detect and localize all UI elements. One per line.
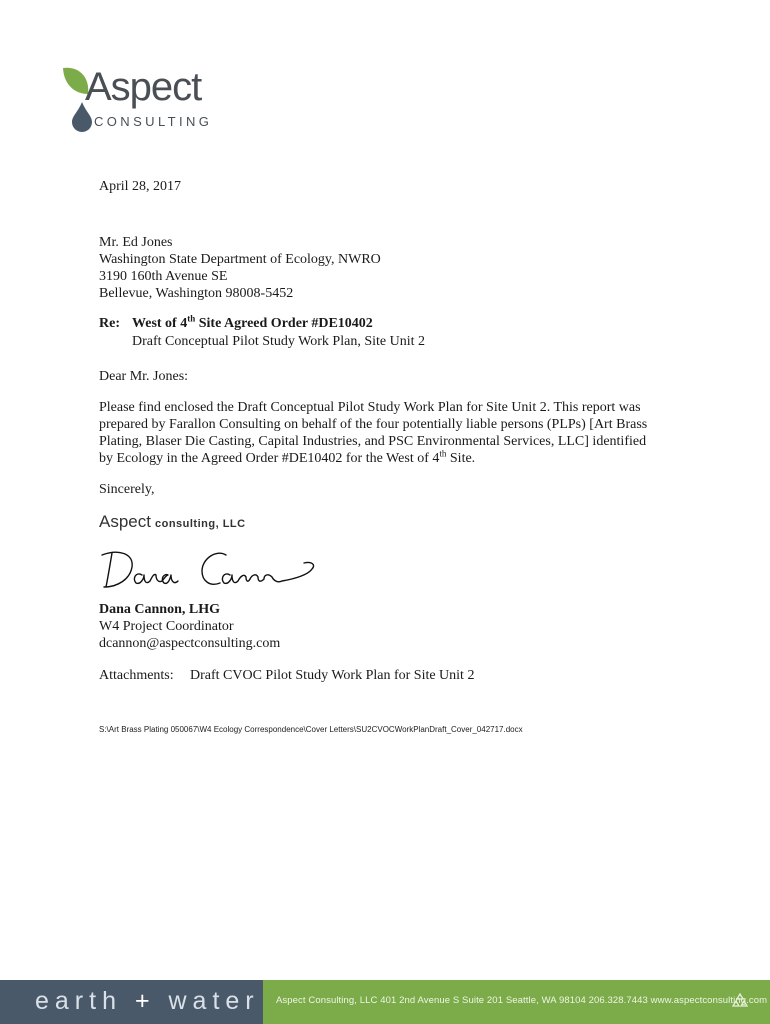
tagline-water: water <box>168 987 260 1015</box>
footer-contact-panel <box>263 980 770 1024</box>
letter-date: April 28, 2017 <box>99 179 182 194</box>
tagline-earth: earth <box>35 987 122 1015</box>
footer-tagline-panel <box>0 980 263 1024</box>
attachments-item: Draft CVOC Pilot Study Work Plan for Site Unit 2 <box>190 668 475 683</box>
body-line: Plating, Blaser Die Casting, Capital Industries, and PSC Environmental Services, LLC] identified <box>99 434 647 449</box>
salutation: Dear Mr. Jones: <box>99 369 189 384</box>
logo-subtitle: CONSULTING <box>94 114 213 129</box>
recipient-street: 3190 160th Avenue SE <box>99 269 228 284</box>
signer-email[interactable]: dcannon@aspectconsulting.com <box>99 636 281 651</box>
firm-suffix: consulting, LLC <box>154 518 246 530</box>
body-line4-prefix: by Ecology in the Agreed Order #DE10402 for the West of 4 <box>99 451 440 466</box>
re-subject <box>132 315 373 332</box>
file-path: S:\Art Brass Plating 050067\W4 Ecology Correspondence\Cover Letters\SU2CVOCWorkPlanDraft_Cover_042717.docx <box>99 725 523 734</box>
page-footer <box>0 980 770 1024</box>
recycle-icon <box>730 992 750 1012</box>
recipient-city: Bellevue, Washington 98008-5452 <box>99 286 294 301</box>
company-logo <box>60 64 230 134</box>
re-subtitle: Draft Conceptual Pilot Study Work Plan, Site Unit 2 <box>132 334 425 349</box>
footer-contact-info: Aspect Consulting, LLC 401 2nd Avenue S Suite 201 Seattle, WA 98104 206.328.7443 www.aspectconsulting.com <box>276 995 768 1006</box>
attachments-label: Attachments: <box>99 668 174 683</box>
closing: Sincerely, <box>99 482 155 497</box>
handwritten-signature <box>98 545 328 595</box>
signer-block <box>99 601 280 652</box>
re-label: Re: <box>99 316 120 331</box>
firm-name: Aspect <box>99 512 151 531</box>
attachments <box>99 667 474 684</box>
body-line4-sup: th <box>439 448 447 459</box>
re-subject-sup: th <box>187 313 196 324</box>
body-line: Please find enclosed the Draft Conceptual Pilot Study Work Plan for Site Unit 2. This report was <box>99 400 641 415</box>
tagline-plus: + <box>134 987 156 1015</box>
re-subject-suffix: Site Agreed Order #DE10402 <box>195 316 373 331</box>
re-subject-prefix: West of 4 <box>132 316 188 331</box>
body-line4-suffix: Site. <box>446 451 476 466</box>
signer-name: Dana Cannon, LHG <box>99 602 220 617</box>
footer-tagline <box>35 986 260 1016</box>
body-line <box>99 450 674 467</box>
recipient-name: Mr. Ed Jones <box>99 235 173 250</box>
letter-body <box>99 399 674 467</box>
recipient-address <box>99 234 381 302</box>
recipient-organization: Washington State Department of Ecology, NWRO <box>99 252 381 267</box>
firm-signature-block <box>99 512 246 532</box>
body-line: prepared by Farallon Consulting on behalf of the four potentially liable persons (PLPs) [Art Brass <box>99 417 648 432</box>
signer-title: W4 Project Coordinator <box>99 619 234 634</box>
logo-wordmark: Aspect <box>85 65 202 109</box>
